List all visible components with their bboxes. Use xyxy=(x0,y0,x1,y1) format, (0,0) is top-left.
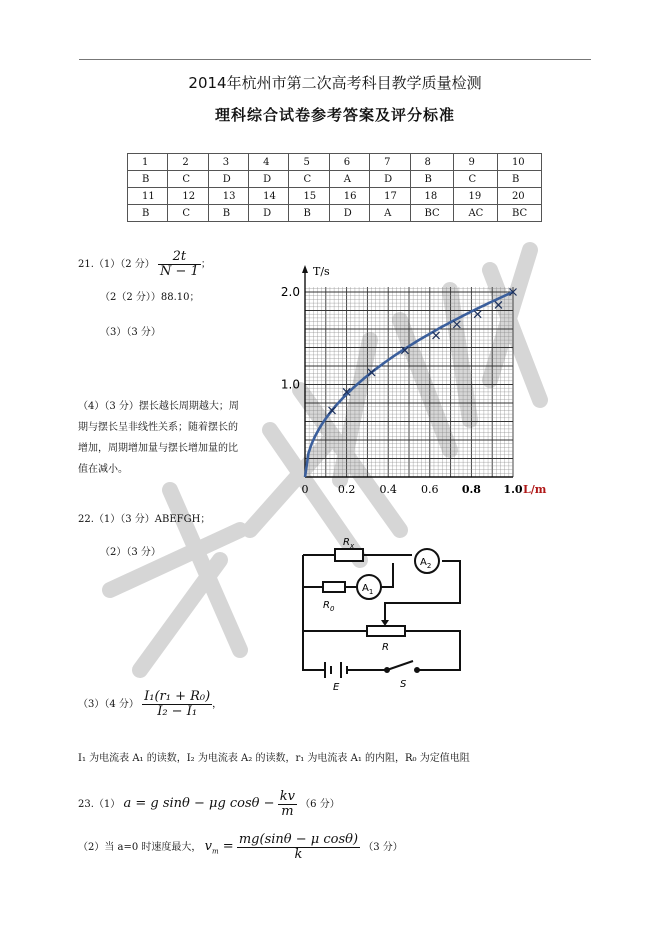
answer-cell: C xyxy=(168,205,208,222)
answer-cell: 10 xyxy=(497,154,541,171)
label-r: R xyxy=(382,642,389,653)
header-rule xyxy=(79,59,591,60)
q23-part2-score: （3 分） xyxy=(363,842,403,853)
label-a2: $A_2$ xyxy=(420,557,432,570)
answer-cell: D xyxy=(329,205,369,222)
period-length-chart xyxy=(270,265,590,510)
x-tick-label: 0.6 xyxy=(421,483,439,496)
q22-part3-fraction xyxy=(142,690,212,719)
q21-part1-label: 21.（1）（2 分） xyxy=(78,259,155,270)
q23-part2-numerator: mg(sinθ − μ cosθ) xyxy=(238,832,359,847)
switch-icon xyxy=(385,661,419,672)
answer-cell: B xyxy=(497,171,541,188)
answer-cell: 6 xyxy=(329,154,369,171)
answer-cell: B xyxy=(289,205,329,222)
q23-part2-denominator: k xyxy=(294,847,303,862)
q21-part1-tail: ； xyxy=(200,259,211,270)
label-a1: $A_1$ xyxy=(362,583,374,596)
answer-cell: 9 xyxy=(454,154,497,171)
answer-cell: A xyxy=(370,205,410,222)
answer-cell: 15 xyxy=(289,188,329,205)
q22-part2: （2）（3 分） xyxy=(100,547,161,558)
answer-cell: 4 xyxy=(249,154,289,171)
answer-cell: BC xyxy=(497,205,541,222)
rheostat-r xyxy=(367,626,405,636)
q23-part2-lhs: $v_m$ = xyxy=(204,839,234,856)
x-tick-label: 0 xyxy=(301,483,309,496)
y-axis-label: T/s xyxy=(313,265,330,278)
answer-cell: 14 xyxy=(249,188,289,205)
answer-cell: B xyxy=(128,171,168,188)
q22-part3-tail: ， xyxy=(212,699,223,710)
data-point xyxy=(495,301,502,308)
answer-cell: 20 xyxy=(497,188,541,205)
answer-cell: 13 xyxy=(208,188,248,205)
answer-cell: 8 xyxy=(410,154,454,171)
q22-part3-denominator: I₂ − I₁ xyxy=(157,704,198,719)
answer-cell: B xyxy=(410,171,454,188)
answer-row xyxy=(128,188,542,205)
q21-part4-line: 期与摆长呈非线性关系；随着摆长的 xyxy=(78,422,238,433)
q23-part1-fraction xyxy=(278,790,297,819)
label-r0: $R_0$ xyxy=(323,600,335,613)
label-rx: $R_x$ xyxy=(343,537,355,550)
y-tick-label: 1.0 xyxy=(280,377,300,392)
answer-cell: 1 xyxy=(128,154,168,171)
answer-cell: 11 xyxy=(128,188,168,205)
data-point xyxy=(453,321,460,328)
q23-part1-score: （6 分） xyxy=(300,799,340,810)
q21-part4-line: 值在减小。 xyxy=(78,464,128,475)
q21-part4-line: 增加，周期增加量与摆长增加量的比 xyxy=(78,443,238,454)
answer-cell: D xyxy=(370,171,410,188)
resistor-rx xyxy=(335,549,363,561)
answer-cell: 18 xyxy=(410,188,454,205)
answer-cell: C xyxy=(454,171,497,188)
q23-part2-label: （2）当 a=0 时速度最大， xyxy=(78,842,202,853)
q22-part3-numerator: I₁(r₁ + R₀) xyxy=(144,689,211,704)
x-tick-label: 0.8 xyxy=(461,483,481,496)
answer-row xyxy=(128,154,542,171)
answer-cell: 3 xyxy=(208,154,248,171)
x-tick-label: 0.4 xyxy=(379,483,397,496)
y-tick-label: 2.0 xyxy=(280,285,300,299)
q23-part1-numerator: kv xyxy=(279,789,295,804)
q21-part4-line: （4）（3 分）摆长越长周期越大；周 xyxy=(78,401,239,412)
circuit-diagram xyxy=(295,528,470,690)
q21-part3: （3）（3 分） xyxy=(100,327,161,338)
x-tick-label: 1.0 xyxy=(503,483,523,496)
answer-cell: 17 xyxy=(370,188,410,205)
label-s: S xyxy=(400,679,407,690)
answer-cell: 16 xyxy=(329,188,369,205)
q21-part1-numerator: 2t xyxy=(158,250,201,265)
x-tick-label: 0.2 xyxy=(337,483,356,496)
answer-cell: 2 xyxy=(168,154,208,171)
answer-cell: 19 xyxy=(454,188,497,205)
answer-table xyxy=(127,153,542,222)
q23-part1 xyxy=(78,790,340,819)
answer-cell: D xyxy=(249,171,289,188)
q21-part1-fraction xyxy=(158,250,201,279)
answer-cell: B xyxy=(208,205,248,222)
q21-part1-denominator: N − 1 xyxy=(160,264,199,279)
q21-part1 xyxy=(78,250,211,279)
battery-icon xyxy=(325,662,347,678)
q23-part1-formula: a = g sinθ − μg cosθ − xyxy=(123,796,275,811)
answer-cell: 12 xyxy=(168,188,208,205)
q23-part1-label: 23.（1） xyxy=(78,799,121,810)
answer-cell: C xyxy=(289,171,329,188)
answer-row xyxy=(128,205,542,222)
q23-part2 xyxy=(78,833,403,862)
q22-explanation: I₁ 为电流表 A₁ 的读数，I₂ 为电流表 A₂ 的读数，r₁ 为电流表 A₁ 的内阻，R₀ 为定值电阻 xyxy=(78,753,470,764)
q21-part4 xyxy=(78,396,278,480)
answer-cell: 7 xyxy=(370,154,410,171)
label-e: E xyxy=(333,682,340,690)
q23-part1-denominator: m xyxy=(281,804,294,819)
x-axis-label: L/m xyxy=(523,483,547,496)
answer-cell: C xyxy=(168,171,208,188)
q22-part3-label: （3）（4 分） xyxy=(78,699,139,710)
answer-row xyxy=(128,171,542,188)
q21-part2: （2（2 分））88.10； xyxy=(100,292,200,303)
q22-part1: 22.（1）（3 分）ABEFGH； xyxy=(78,514,211,525)
y-axis-arrow-icon xyxy=(302,265,308,273)
resistor-r0 xyxy=(323,582,345,592)
q22-part3 xyxy=(78,690,222,719)
page-subtitle: 理科综合试卷参考答案及评分标准 xyxy=(214,106,455,124)
answer-cell: B xyxy=(128,205,168,222)
answer-cell: AC xyxy=(454,205,497,222)
q23-part2-fraction xyxy=(237,833,360,862)
answer-cell: D xyxy=(208,171,248,188)
answer-cell: A xyxy=(329,171,369,188)
answer-cell: 5 xyxy=(289,154,329,171)
data-point xyxy=(433,332,440,339)
answer-cell: D xyxy=(249,205,289,222)
answer-cell: BC xyxy=(410,205,454,222)
page-title: 2014年杭州市第二次高考科目教学质量检测 xyxy=(188,74,482,92)
